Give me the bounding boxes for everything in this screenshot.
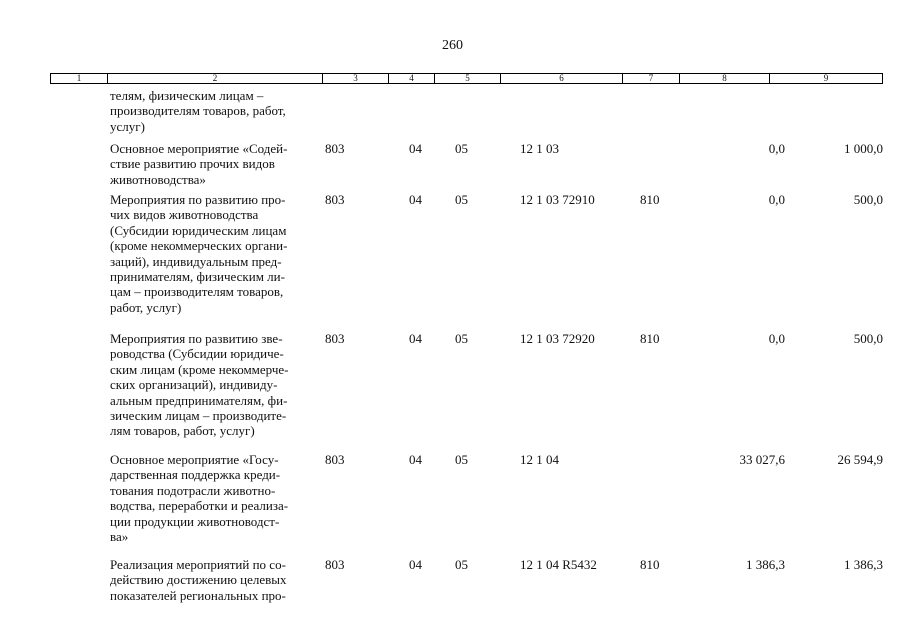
row-section: 04 bbox=[409, 557, 422, 572]
row-section: 04 bbox=[409, 141, 422, 156]
row-value-1: 33 027,6 bbox=[739, 452, 785, 467]
row-subsection: 05 bbox=[455, 557, 468, 572]
row-expense-type: 810 bbox=[640, 557, 660, 572]
header-col-5: 5 bbox=[435, 74, 501, 83]
row-expense-type: 810 bbox=[640, 192, 660, 207]
row-value-2: 500,0 bbox=[853, 331, 883, 346]
page-number: 260 bbox=[442, 38, 463, 53]
row-subsection: 05 bbox=[455, 331, 468, 346]
row-section: 04 bbox=[409, 331, 422, 346]
row-target-article: 12 1 03 72910 bbox=[520, 192, 595, 207]
row-subsection: 05 bbox=[455, 141, 468, 156]
row-target-article: 12 1 03 bbox=[520, 141, 559, 156]
row-expense-type: 810 bbox=[640, 331, 660, 346]
row-value-2: 500,0 bbox=[853, 192, 883, 207]
header-col-3: 3 bbox=[323, 74, 389, 83]
row-description: Реализация мероприятий по со- действию достижению целевых показателей региональных про- bbox=[110, 557, 287, 603]
row-value-1: 0,0 bbox=[768, 141, 785, 156]
row-grbs: 803 bbox=[325, 557, 345, 572]
row-description: Мероприятия по развитию зве- роводства (Субсидии юридиче- ским лицам (кроме некоммерче- ских организаций), индивиду- альным предпринимателям, фи- зическим лицам – производите- лям товаров, работ, услуг) bbox=[110, 331, 289, 439]
header-col-4: 4 bbox=[389, 74, 435, 83]
row-subsection: 05 bbox=[455, 192, 468, 207]
row-value-2: 26 594,9 bbox=[837, 452, 883, 467]
row-description: Основное мероприятие «Госу- дарственная поддержка креди- тования подотрасли животно- водства, переработки и реализа- ции продукции животноводст- ва» bbox=[110, 452, 289, 545]
row-target-article: 12 1 04 R5432 bbox=[520, 557, 597, 572]
row-target-article: 12 1 04 bbox=[520, 452, 559, 467]
row-grbs: 803 bbox=[325, 141, 345, 156]
row-value-1: 1 386,3 bbox=[746, 557, 785, 572]
header-col-8: 8 bbox=[680, 74, 770, 83]
row-grbs: 803 bbox=[325, 192, 345, 207]
row-description: телям, физическим лицам – производителям товаров, работ, услуг) bbox=[110, 88, 286, 134]
row-value-2: 1 000,0 bbox=[844, 141, 883, 156]
row-description: Основное мероприятие «Содей- ствие развитию прочих видов животноводства» bbox=[110, 141, 288, 187]
header-col-2: 2 bbox=[108, 74, 323, 83]
header-col-7: 7 bbox=[623, 74, 680, 83]
row-grbs: 803 bbox=[325, 452, 345, 467]
row-target-article: 12 1 03 72920 bbox=[520, 331, 595, 346]
row-value-1: 0,0 bbox=[768, 192, 785, 207]
header-col-9: 9 bbox=[823, 74, 829, 83]
row-grbs: 803 bbox=[325, 331, 345, 346]
row-value-1: 0,0 bbox=[768, 331, 785, 346]
row-value-2: 1 386,3 bbox=[844, 557, 883, 572]
header-col-1: 1 bbox=[51, 74, 108, 83]
row-subsection: 05 bbox=[455, 452, 468, 467]
row-section: 04 bbox=[409, 452, 422, 467]
row-section: 04 bbox=[409, 192, 422, 207]
header-col-6: 6 bbox=[501, 74, 623, 83]
row-description: Мероприятия по развитию про- чих видов животноводства (Субсидии юридическим лицам (кроме некоммерческих органи- заций), индивидуальным пред- принимателям, физическим ли- цам – производителям товаров, работ, услуг) bbox=[110, 192, 288, 315]
